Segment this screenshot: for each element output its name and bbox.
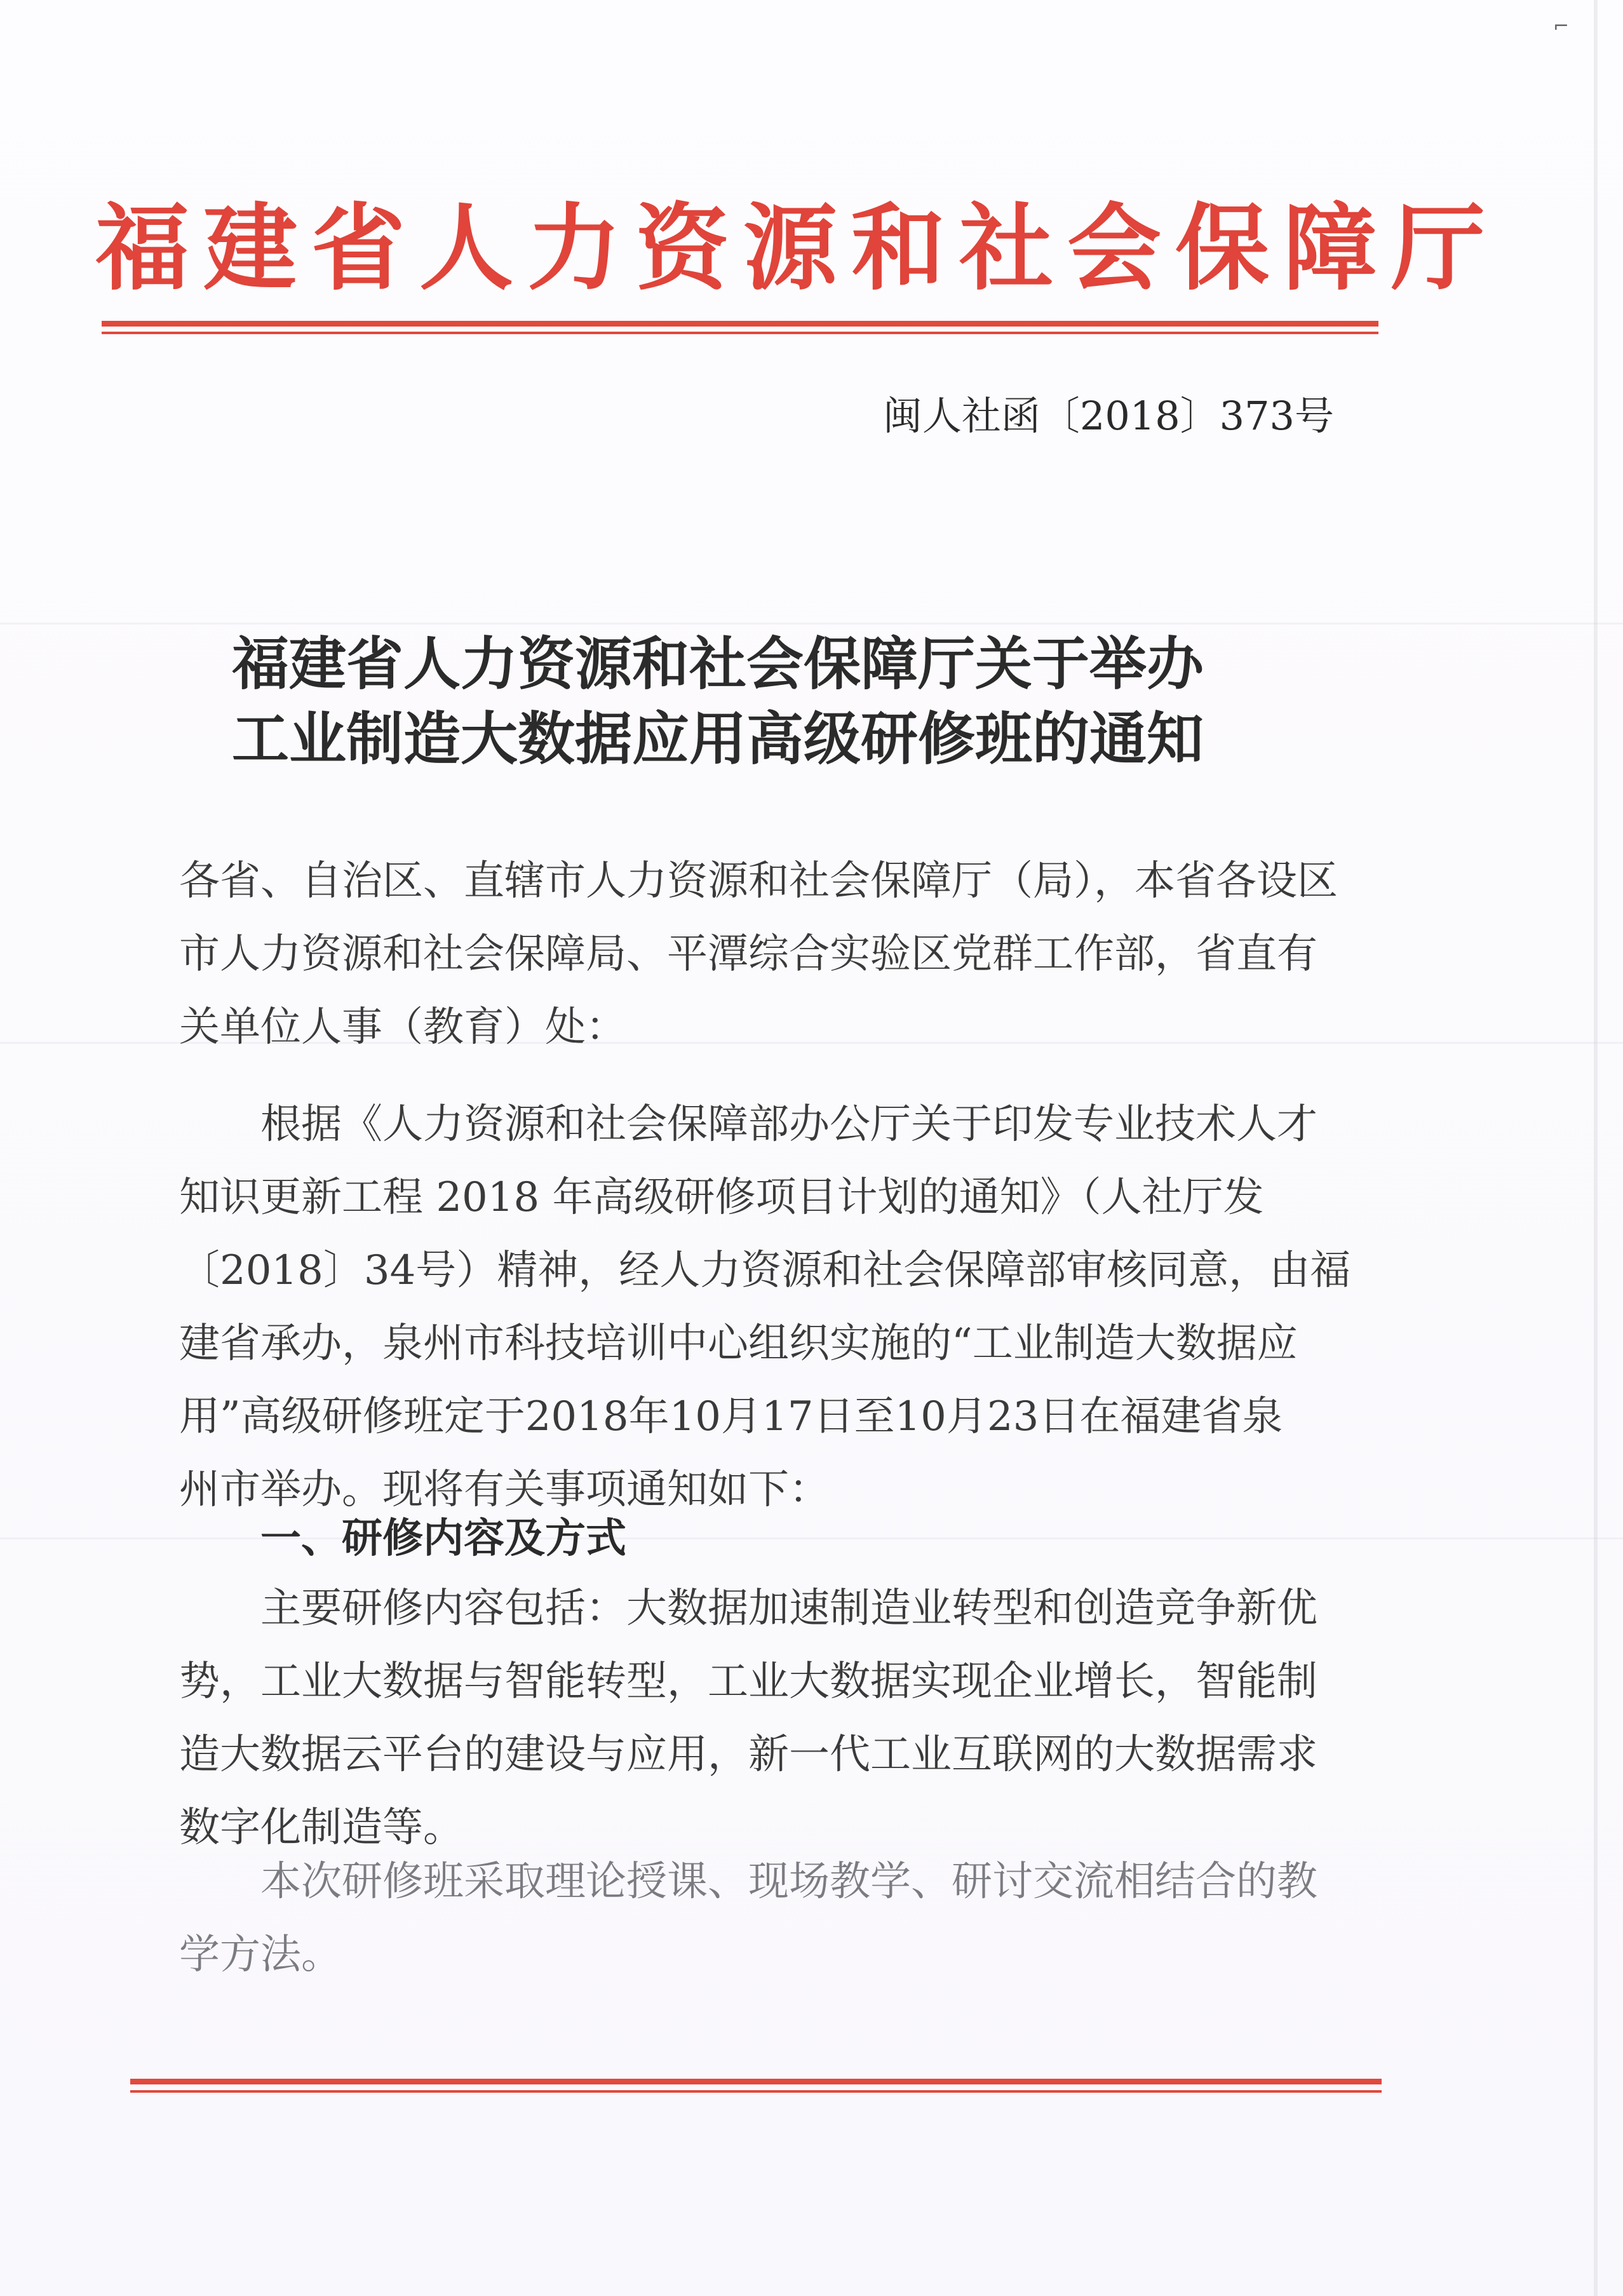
text-line xyxy=(179,918,1361,991)
document-title-line-1: 福建省人力资源和社会保障厅关于举办 xyxy=(232,630,1204,698)
text-line xyxy=(179,845,1361,918)
paragraph-basis xyxy=(179,1088,1361,1527)
text-line-content: 本次研修班采取理论授课、现场教学、研讨交流相结合的教 xyxy=(260,1858,1317,1905)
letterhead-rule-thick xyxy=(102,321,1378,327)
text-line xyxy=(179,1846,1361,1919)
text-line xyxy=(179,1572,1361,1645)
text-line xyxy=(179,991,1361,1064)
letterhead-rule-thin xyxy=(102,332,1378,334)
text-line xyxy=(179,1645,1361,1719)
section-heading: 一、研修内容及方式 xyxy=(260,1515,626,1562)
paper-fold xyxy=(0,623,1623,625)
corner-mark-icon: ⌐ xyxy=(1553,15,1570,37)
scan-edge xyxy=(1594,0,1598,2296)
text-line-content: 势，工业大数据与智能转型，工业大数据实现企业增长，智能制 xyxy=(179,1658,1317,1705)
text-line-content: 知识更新工程 2018 年高级研修项目计划的通知》（人社厅发 xyxy=(179,1174,1264,1221)
text-line-content: 造大数据云平台的建设与应用，新一代工业互联网的大数据需求 xyxy=(179,1731,1317,1778)
letterhead-title: 福建省人力资源和社会保障厅 xyxy=(95,192,1499,303)
addressee-block xyxy=(179,845,1361,1064)
text-line xyxy=(179,1234,1361,1307)
text-line-content: 用”高级研修班定于2018年10月17日至10月23日在福建省泉 xyxy=(179,1393,1283,1440)
footer-rule-thick xyxy=(130,2079,1382,2084)
text-line xyxy=(179,1088,1361,1161)
text-line-content: 根据《人力资源和社会保障部办公厅关于印发专业技术人才 xyxy=(260,1101,1317,1148)
text-line xyxy=(179,1381,1361,1454)
paragraph-method xyxy=(179,1846,1361,1992)
footer-rule-thin xyxy=(130,2090,1382,2093)
text-line xyxy=(179,1161,1361,1234)
text-line xyxy=(179,1307,1361,1381)
document-number: 闽人社函〔2018〕373号 xyxy=(882,393,1334,439)
text-line xyxy=(179,1719,1361,1792)
document-title-line-2: 工业制造大数据应用高级研修班的通知 xyxy=(232,705,1204,773)
text-line-content: 州市举办。现将有关事项通知如下： xyxy=(179,1466,830,1513)
text-line-content: 关单位人事（教育）处： xyxy=(179,1004,626,1051)
text-line-content: 各省、自治区、直辖市人力资源和社会保障厅（局），本省各设区 xyxy=(179,858,1338,905)
text-line-content: 学方法。 xyxy=(179,1931,342,1978)
text-line-content: 〔2018〕34号）精神，经人力资源和社会保障部审核同意，由福 xyxy=(179,1247,1351,1294)
paragraph-content xyxy=(179,1572,1361,1865)
text-line-content: 建省承办，泉州市科技培训中心组织实施的“工业制造大数据应 xyxy=(179,1320,1298,1367)
text-line xyxy=(179,1919,1361,1992)
text-line-content: 数字化制造等。 xyxy=(179,1804,464,1851)
paper-fold xyxy=(0,1537,1623,1539)
text-line-content: 主要研修内容包括：大数据加速制造业转型和创造竞争新优 xyxy=(260,1585,1317,1632)
text-line-content: 市人力资源和社会保障局、平潭综合实验区党群工作部，省直有 xyxy=(179,931,1317,978)
